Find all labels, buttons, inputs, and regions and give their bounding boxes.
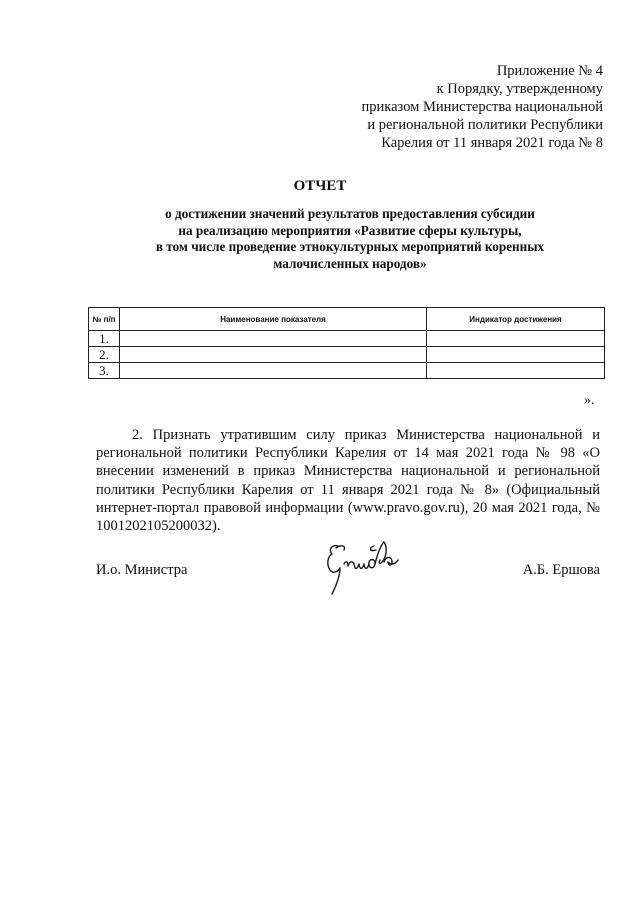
row-name [120,363,427,379]
body-paragraph: 2. Признать утратившим силу приказ Министерства национальной и региональной политики Республики Карелия от 14 мая 2021 года № 98 «О внесении изменений в приказ Министерства национальной и региональной политики Республики Карелия от 11 января 2021 года № 8» (Официальный интернет-портал правовой информации (www.pravo.gov.ru), 20 мая 2021 года, № 1001202105200032). [96,427,600,535]
report-table [88,307,605,379]
table-header-row [89,308,605,331]
subtitle-line: о достижении значений результатов предоставления субсидии [165,206,535,221]
signatory-name: А.Б. Ершова [522,562,600,578]
header-num: № п/п [89,308,120,331]
appendix-line: и региональной политики Республики [367,117,603,133]
appendix-line: Карелия от 11 января 2021 года № 8 [381,135,603,151]
row-name [120,331,427,347]
table-row [89,347,605,363]
row-num: 1. [89,331,120,347]
report-subtitle [60,206,640,272]
appendix-line: приказом Министерства национальной [361,99,603,115]
signatory-role: И.о. Министра [96,562,188,578]
header-name: Наименование показателя [120,308,427,331]
row-num: 2. [89,347,120,363]
row-name [120,347,427,363]
subtitle-line: на реализацию мероприятия «Развитие сферы культуры, [178,222,522,238]
row-indicator [427,363,605,379]
report-title: ОТЧЕТ [293,178,347,194]
appendix-block [362,62,603,152]
row-num: 3. [89,363,120,379]
appendix-line: Приложение № 4 [496,63,603,79]
row-indicator [427,331,605,347]
subtitle-line: в том числе проведение этнокультурных мероприятий коренных [155,239,545,254]
subtitle-line: малочисленных народов» [273,255,427,271]
handwritten-signature [322,536,412,598]
table-row [89,331,605,347]
row-indicator [427,347,605,363]
header-indicator: Индикатор достижения [427,308,605,331]
closing-quote: ». [584,393,595,408]
table-row [89,363,605,379]
appendix-line: к Порядку, утвержденному [436,81,603,97]
